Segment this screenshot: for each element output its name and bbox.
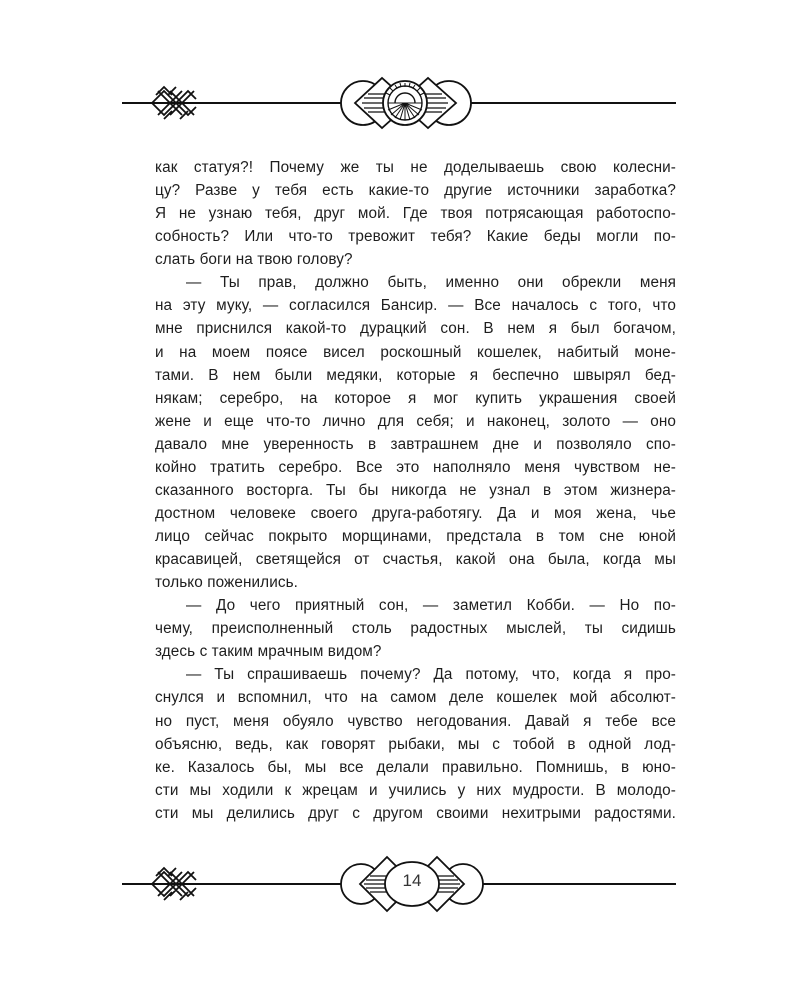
text-line: и на моем поясе висел роскошный кошелек, набитый моне- <box>155 343 676 361</box>
text-line: как статуя?! Почему же ты не доделываешь свою колесни- <box>155 159 676 176</box>
text-line: — До чего приятный сон, — заметил Кобби. — Но по- <box>186 597 676 615</box>
text-line: на эту муку, — согласился Бансир. — Все началось с того, что <box>155 297 676 315</box>
text-line: тами. В нем были медяки, которые я беспечно швырял бед- <box>155 366 676 384</box>
sunburst-ornament-icon <box>341 78 471 128</box>
text-line: слать боги на твою голову? <box>155 251 353 269</box>
text-line: только поженились. <box>155 574 299 592</box>
text-line: чему, преисполненный столь радостных мыслей, ты сидишь <box>155 620 676 638</box>
text-line: мне приснился какой-то дурацкий сон. В нем я был богачом, <box>155 320 676 338</box>
page-number: 14 <box>402 871 422 890</box>
top-ornament <box>0 63 800 143</box>
text-line: но пуст, меня обуяло чувство негодования. Давай я тебе все <box>155 712 676 730</box>
text-line: ке. Казалось бы, мы все делали правильно. Помнишь, в юно- <box>155 758 676 776</box>
text-line: Я не узнаю тебя, друг мой. Где твоя потрясающая работоспо- <box>155 205 676 223</box>
text-line: красавицей, светящейся от счастья, какой она была, когда мы <box>155 551 676 569</box>
text-line: сти мы делились друг с другом своими нехитрыми радостями. <box>155 804 676 822</box>
body-text <box>155 156 676 825</box>
text-line: — Ты спрашиваешь почему? Да потому, что, когда я про- <box>186 666 676 684</box>
text-line: — Ты прав, должно быть, именно они обрекли меня <box>186 274 676 292</box>
text-line: здесь с таким мрачным видом? <box>155 643 382 661</box>
text-line: цу? Разве у тебя есть какие-то другие источники заработка? <box>155 182 676 200</box>
text-line: сказанного восторга. Ты бы никогда не узнал в этом жизнера- <box>155 481 676 499</box>
text-line: сти мы ходили к жрецам и учились у них мудрости. В молодо- <box>155 781 676 799</box>
text-line: някам; серебро, на которое я мог купить украшения своей <box>155 389 676 407</box>
text-line: койно тратить серебро. Все это наполняло меня чувством не- <box>155 458 676 476</box>
text-line: собность? Или что-то тревожит тебя? Какие беды могли по- <box>155 228 676 246</box>
text-line: снулся и вспомнил, что на самом деле кошелек мой абсолют- <box>155 689 676 707</box>
text-line: жене и еще что-то лично для себя; и наконец, золото — оно <box>155 412 676 430</box>
text-line: давало мне уверенность в завтрашнем дне и позволяло спо- <box>155 435 676 453</box>
text-line: лицо сейчас покрыто морщинами, предстала в том сне юной <box>155 528 676 545</box>
text-line: достном человеке своего друга-работягу. Да и моя жена, чье <box>155 504 676 522</box>
text-line: объясню, ведь, как говорят рыбаки, мы с тобой в одной лод- <box>155 735 676 753</box>
